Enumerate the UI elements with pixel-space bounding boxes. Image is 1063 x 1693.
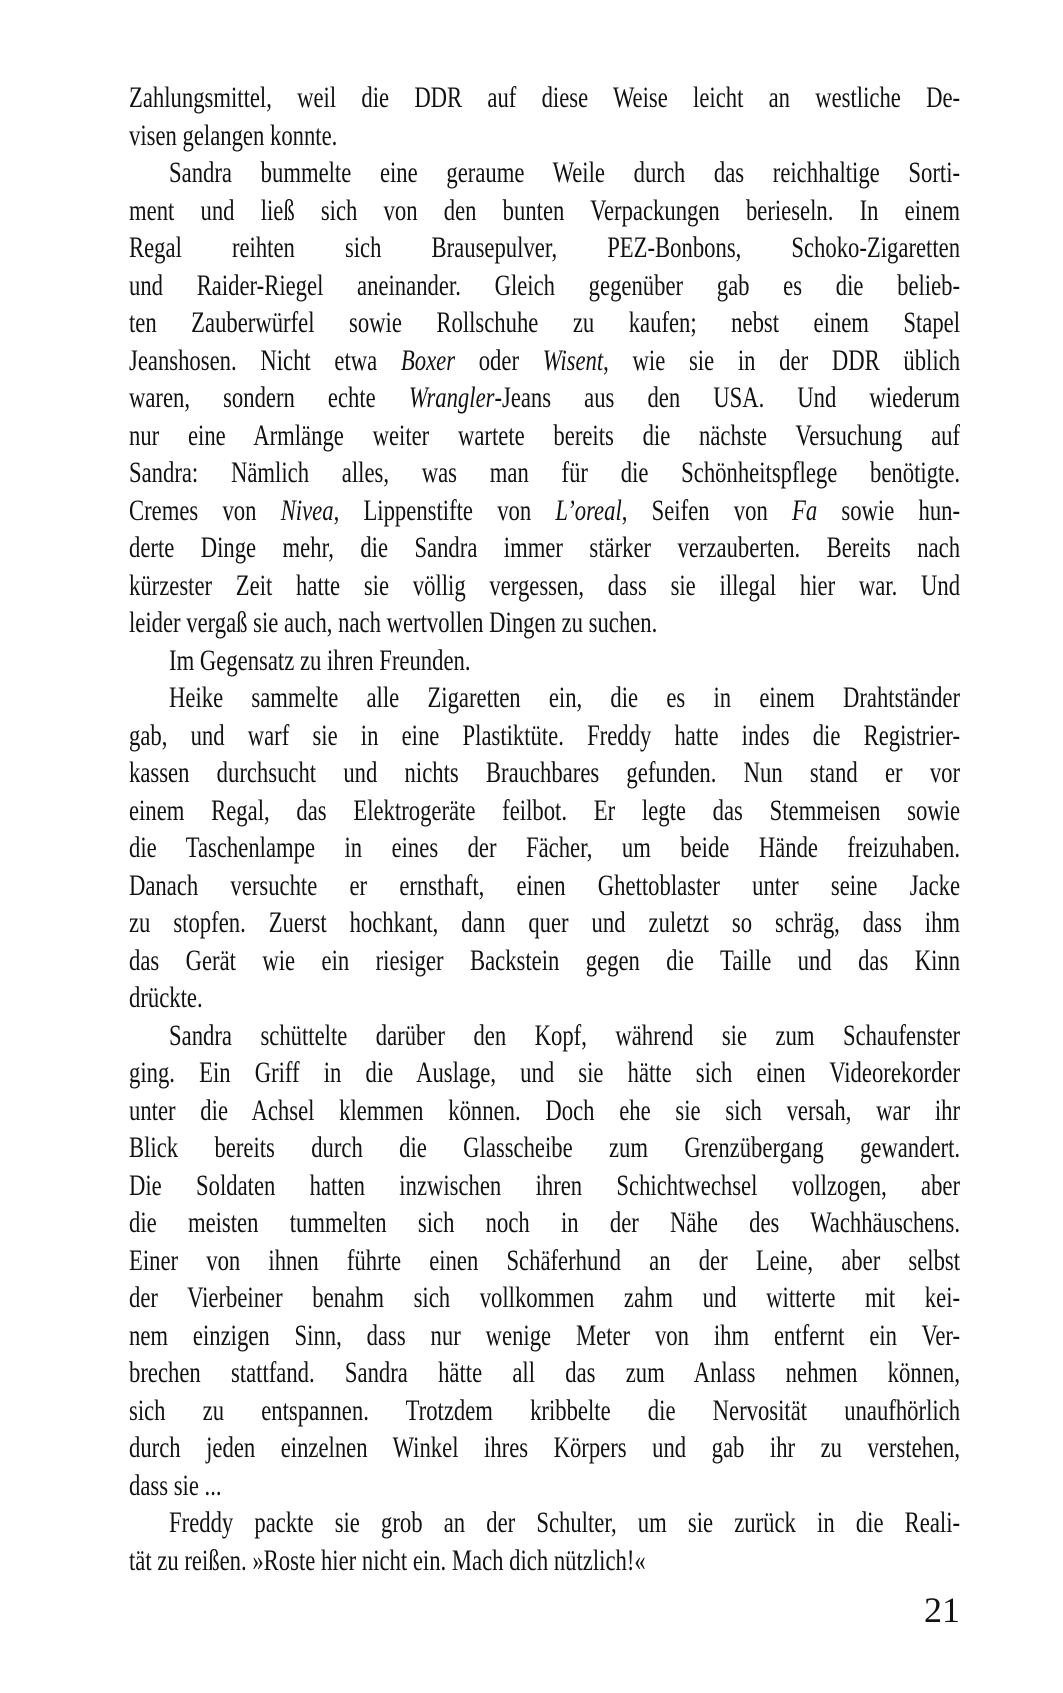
text-segment: brechen stattfand. Sandra hätte all das zum Anlass nehmen können, bbox=[129, 1356, 961, 1389]
text-segment: , Lippenstifte von bbox=[333, 493, 556, 527]
text-segment: ging. Ein Griff in die Auslage, und sie hätte sich einen Videorekorder bbox=[129, 1056, 961, 1089]
text-segment: tät zu reißen. »Roste hier nicht ein. Mach dich nützlich!« bbox=[129, 1543, 646, 1577]
text-line bbox=[129, 1542, 960, 1580]
text-line bbox=[129, 904, 960, 942]
text-segment: Jeanshosen. Nicht etwa bbox=[129, 343, 401, 377]
text-segment: Blick bereits durch die Glasscheibe zum Grenzübergang gewandert. bbox=[129, 1131, 961, 1164]
text-line bbox=[129, 1054, 960, 1092]
text-line bbox=[129, 192, 960, 230]
text-segment: der Vierbeiner benahm sich vollkommen zahm und witterte mit kei- bbox=[129, 1281, 961, 1314]
text-line bbox=[129, 754, 960, 792]
italic-text: Fa bbox=[791, 493, 818, 527]
text-segment: die Taschenlampe in eines der Fächer, um beide Hände freizuhaben. bbox=[129, 831, 961, 864]
text-line bbox=[129, 117, 960, 155]
text-segment: das Gerät wie ein riesiger Backstein gegen die Taille und das Kinn bbox=[129, 943, 961, 977]
text-line bbox=[129, 229, 960, 267]
italic-text: L’oreal bbox=[555, 493, 622, 527]
text-segment: Sandra bummelte eine geraume Weile durch das reichhaltige Sorti- bbox=[169, 156, 961, 189]
text-segment: waren, sondern echte bbox=[129, 381, 409, 414]
text-line bbox=[129, 1467, 960, 1505]
italic-text: Boxer bbox=[400, 343, 456, 377]
text-segment: drückte. bbox=[129, 981, 203, 1014]
text-line bbox=[129, 1392, 960, 1430]
text-segment: dass sie ... bbox=[129, 1468, 222, 1502]
text-line bbox=[129, 1279, 960, 1317]
text-line bbox=[129, 1092, 960, 1130]
text-segment: und Raider-Riegel aneinander. Gleich gegenüber gab es die belieb- bbox=[129, 268, 961, 302]
text-segment: kürzester Zeit hatte sie völlig vergessen, dass sie illegal hier war. Und bbox=[129, 568, 961, 602]
text-segment: oder bbox=[455, 343, 543, 377]
text-line bbox=[129, 379, 960, 417]
text-line bbox=[129, 342, 960, 380]
text-line bbox=[129, 792, 960, 830]
text-line bbox=[129, 154, 960, 192]
text-line bbox=[129, 642, 960, 680]
text-segment: Regal reihten sich Brausepulver, PEZ-Bonbons, Schoko-Zigaretten bbox=[129, 231, 961, 264]
text-line bbox=[129, 979, 960, 1017]
text-segment: zu stopfen. Zuerst hochkant, dann quer und zuletzt so schräg, dass ihm bbox=[129, 906, 961, 939]
text-line bbox=[129, 79, 960, 117]
text-segment: nem einzigen Sinn, dass nur wenige Meter von ihm entfernt ein Ver- bbox=[129, 1318, 961, 1352]
italic-text: Wrangler bbox=[408, 381, 495, 414]
text-line bbox=[129, 1504, 960, 1542]
text-line bbox=[129, 1354, 960, 1392]
text-line bbox=[129, 1017, 960, 1055]
text-segment: die meisten tummelten sich noch in der Nähe des Wachhäuschens. bbox=[129, 1206, 961, 1239]
text-segment: Die Soldaten hatten inzwischen ihren Schichtwechsel vollzogen, aber bbox=[129, 1168, 961, 1202]
text-segment: Im Gegensatz zu ihren Freunden. bbox=[169, 643, 471, 677]
text-line bbox=[129, 679, 960, 717]
text-line bbox=[129, 1129, 960, 1167]
text-segment: ment und ließ sich von den bunten Verpackungen berieseln. In einem bbox=[129, 193, 961, 227]
text-line bbox=[129, 1317, 960, 1355]
page-number: 21 bbox=[924, 1590, 960, 1630]
text-line bbox=[129, 304, 960, 342]
text-segment: Heike sammelte alle Zigaretten ein, die es in einem Drahtständer bbox=[169, 681, 961, 714]
text-line bbox=[129, 1167, 960, 1205]
italic-text: Wisent bbox=[542, 343, 604, 377]
text-segment: Freddy packte sie grob an der Schulter, um sie zurück in die Reali- bbox=[169, 1506, 961, 1539]
text-line bbox=[129, 454, 960, 492]
text-segment: nur eine Armlänge weiter wartete bereits die nächste Versuchung auf bbox=[129, 418, 961, 452]
text-segment: visen gelangen konnte. bbox=[129, 118, 338, 152]
text-line bbox=[129, 1242, 960, 1280]
text-segment: ten Zauberwürfel sowie Rollschuhe zu kaufen; nebst einem Stapel bbox=[129, 306, 961, 339]
text-line bbox=[129, 267, 960, 305]
text-line bbox=[129, 867, 960, 905]
text-segment: gab, und warf sie in eine Plastiktüte. Freddy hatte indes die Registrier- bbox=[129, 718, 961, 752]
text-segment: Sandra schüttelte darüber den Kopf, während sie zum Schaufenster bbox=[169, 1018, 961, 1052]
text-segment: kassen durchsucht und nichts Brauchbares gefunden. Nun stand er vor bbox=[129, 756, 961, 789]
text-line bbox=[129, 942, 960, 980]
text-segment: leider vergaß sie auch, nach wertvollen Dingen zu suchen. bbox=[129, 606, 658, 639]
text-segment: Danach versuchte er ernsthaft, einen Ghettoblaster unter seine Jacke bbox=[129, 868, 961, 902]
text-line bbox=[129, 529, 960, 567]
text-line bbox=[129, 1429, 960, 1467]
text-segment: durch jeden einzelnen Winkel ihres Körpers und gab ihr zu verstehen, bbox=[129, 1431, 961, 1464]
text-segment: einem Regal, das Elektrogeräte feilbot. Er legte das Stemmeisen sowie bbox=[129, 793, 961, 827]
text-line bbox=[129, 1204, 960, 1242]
text-segment: sich zu entspannen. Trotzdem kribbelte die Nervosität unaufhörlich bbox=[129, 1393, 961, 1427]
text-line bbox=[129, 492, 960, 530]
page-text bbox=[129, 79, 960, 1579]
text-line bbox=[129, 417, 960, 455]
text-line bbox=[129, 604, 960, 642]
text-line bbox=[129, 717, 960, 755]
text-line bbox=[129, 567, 960, 605]
text-segment: , Seifen von bbox=[621, 493, 792, 527]
text-segment: Zahlungsmittel, weil die DDR auf diese Weise leicht an westliche De- bbox=[129, 81, 961, 114]
text-segment: derte Dinge mehr, die Sandra immer stärker verzauberten. Bereits nach bbox=[129, 531, 961, 564]
text-segment: , wie sie in der DDR üblich bbox=[603, 343, 961, 377]
text-segment: Einer von ihnen führte einen Schäferhund an der Leine, aber selbst bbox=[129, 1243, 961, 1277]
text-segment: sowie hun- bbox=[817, 493, 961, 527]
italic-text: Nivea bbox=[280, 493, 334, 527]
text-segment: Sandra: Nämlich alles, was man für die Schönheitspflege benötigte. bbox=[129, 456, 961, 489]
text-segment: Cremes von bbox=[129, 493, 281, 527]
text-line bbox=[129, 829, 960, 867]
text-segment: unter die Achsel klemmen können. Doch ehe sie sich versah, war ihr bbox=[129, 1093, 961, 1127]
text-segment: -Jeans aus den USA. Und wiederum bbox=[494, 381, 961, 414]
